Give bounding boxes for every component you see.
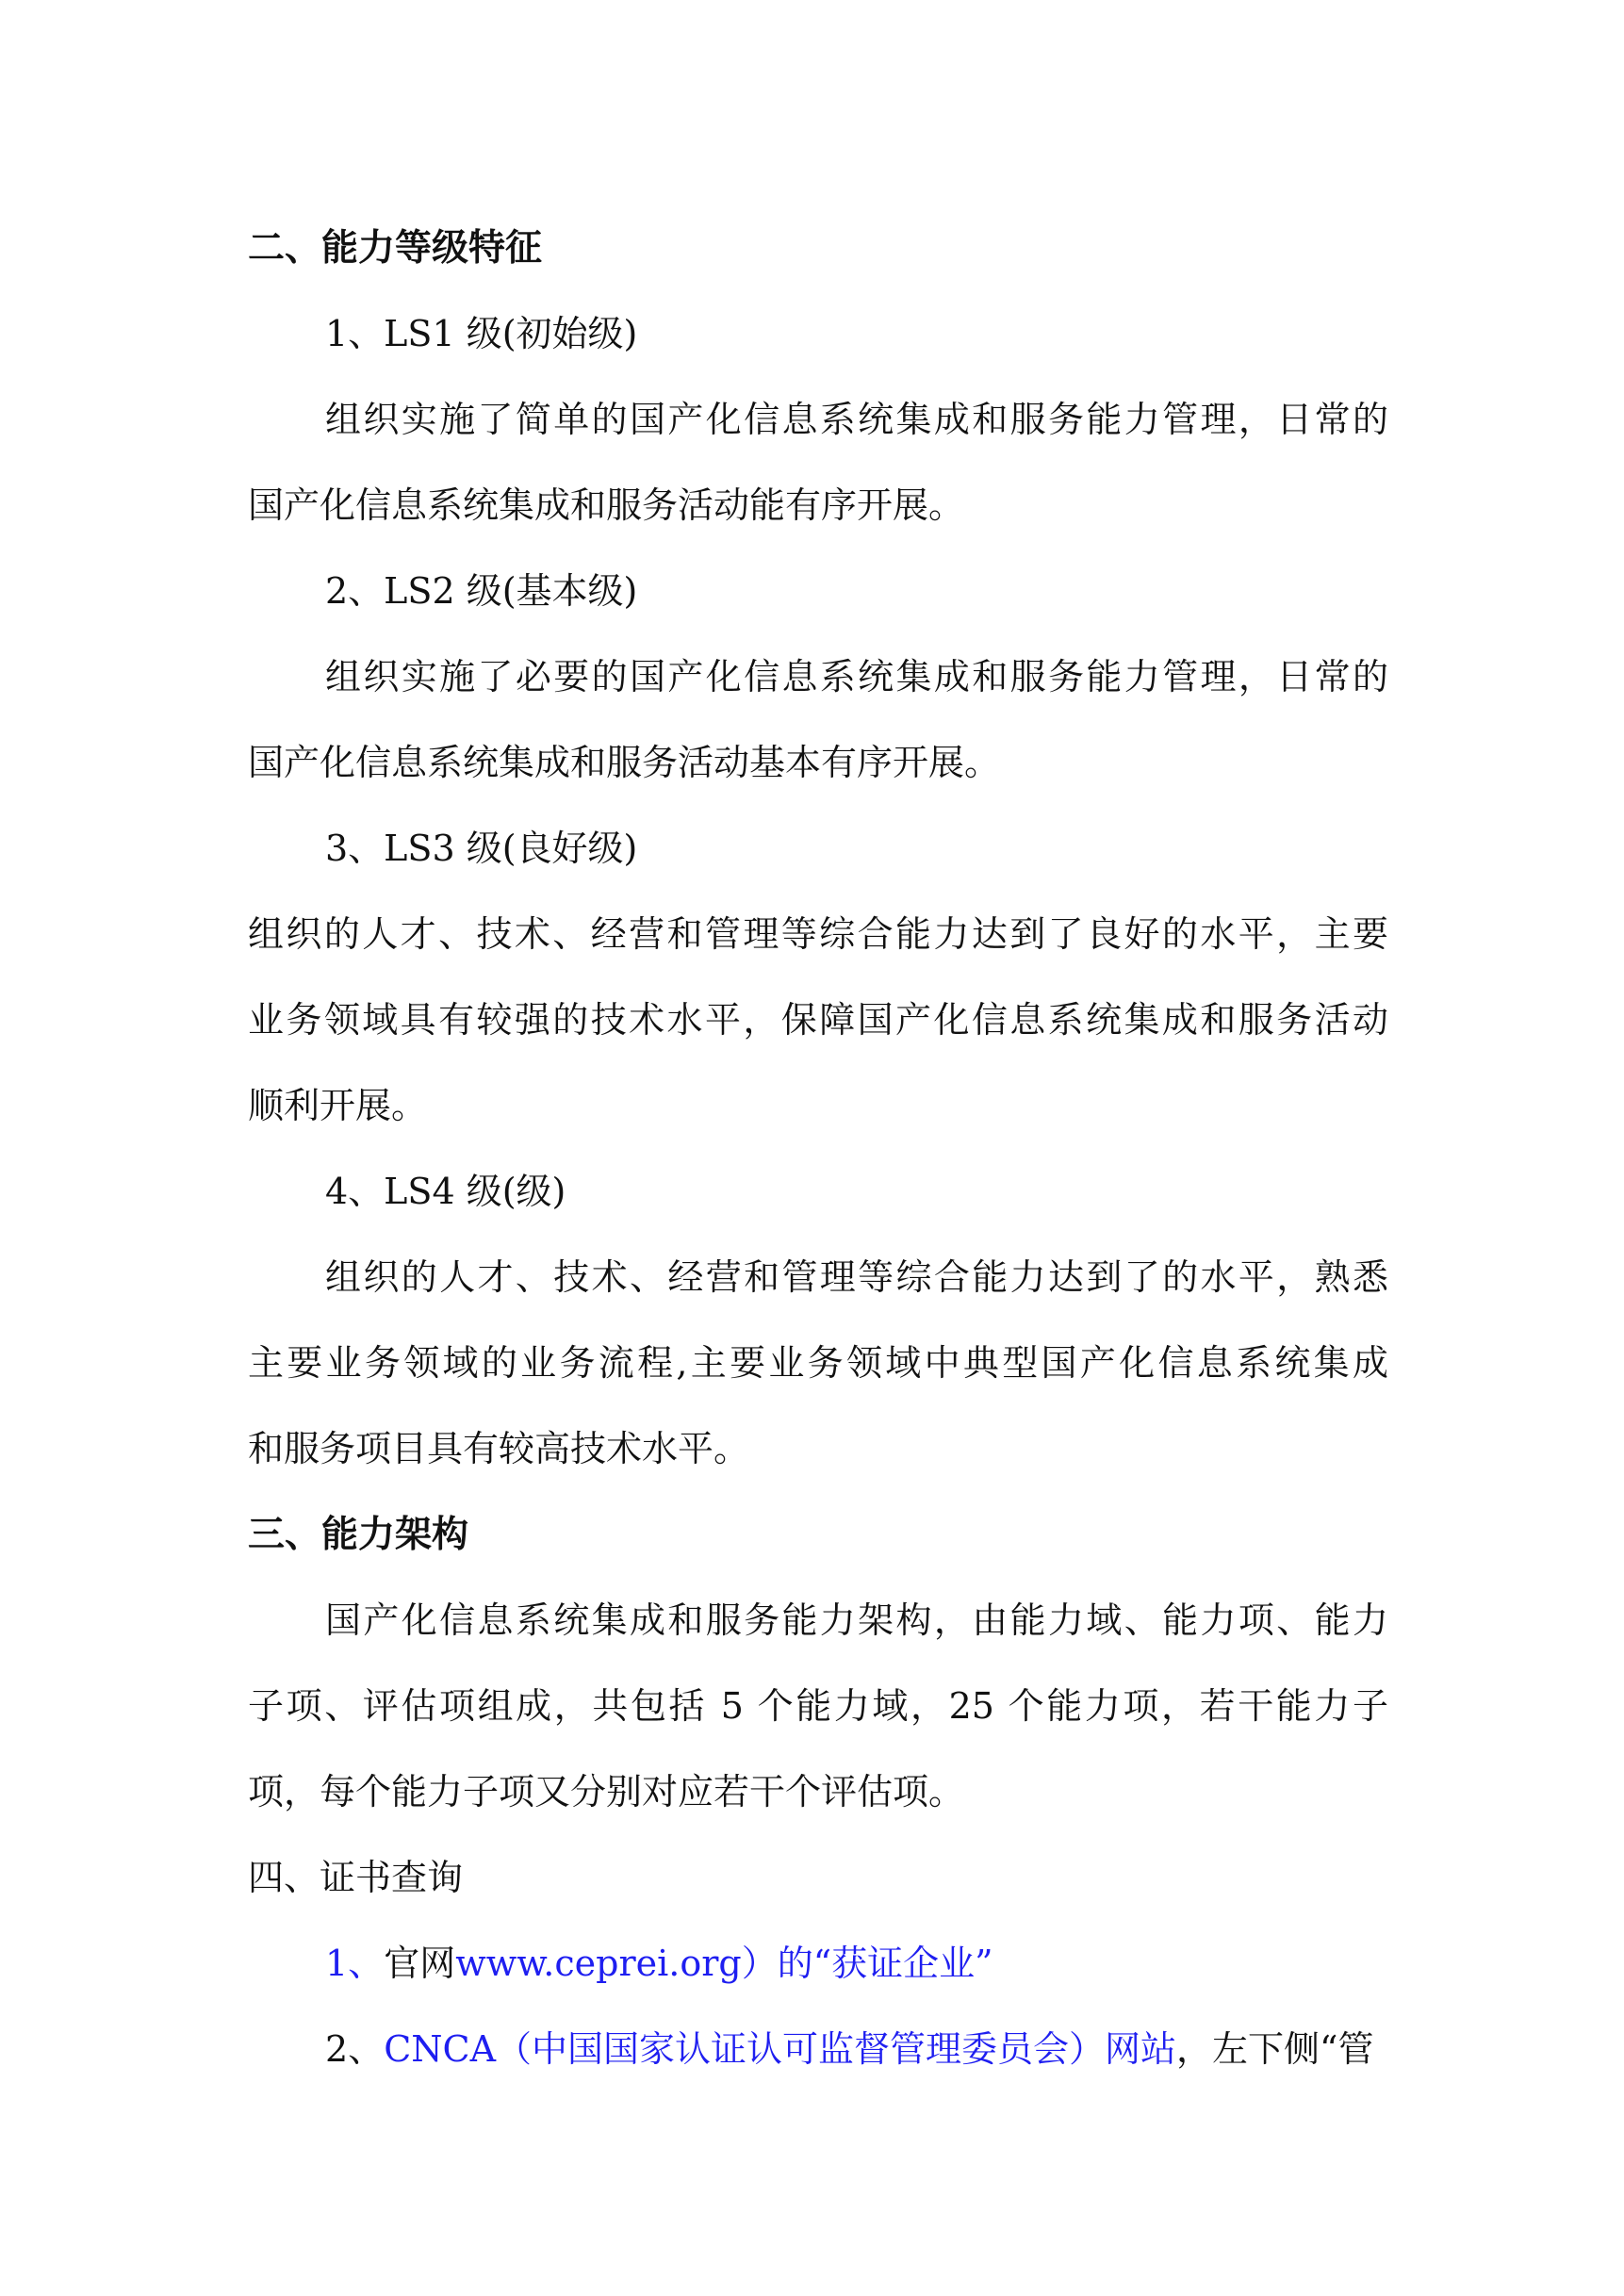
paragraph-line: 子项、评估项组成，共包括 5 个能力域，25 个能力项，若干能力子 [248, 1685, 1388, 1727]
paragraph-line: 国产化信息系统集成和服务活动能有序开展。 [248, 484, 965, 526]
cnca-link[interactable]: CNCA（中国国家认证认可监督管理委员会）网站 [384, 2028, 1177, 2070]
paragraph-line: 主要业务领域的业务流程,主要业务领域中典型国产化信息系统集成 [248, 1342, 1388, 1384]
level-heading-ls2: 2、LS2 级(基本级) [325, 570, 638, 612]
item-number: 1、 [325, 1943, 385, 1984]
level-heading-ls1: 1、LS1 级(初始级) [325, 313, 638, 354]
paragraph-line: 业务领域具有较强的技术水平，保障国产化信息系统集成和服务活动 [248, 999, 1388, 1041]
item-number: 2、 [325, 2028, 385, 2070]
paragraph-line: 国产化信息系统集成和服务活动基本有序开展。 [248, 742, 1001, 783]
paragraph-line: 顺利开展。 [248, 1085, 428, 1126]
paragraph-line: 项，每个能力子项又分别对应若干个评估项。 [248, 1771, 965, 1812]
level-heading-ls3: 3、LS3 级(良好级) [325, 828, 638, 869]
item-prefix: 官网 [384, 1943, 456, 1984]
query-item-cnca [248, 2007, 1388, 2092]
section-heading-capability-levels: 二、能力等级特征 [248, 227, 543, 270]
query-item-official-site [248, 1921, 1388, 2007]
paragraph-line: 组织的人才、技术、经营和管理等综合能力达到了的水平，熟悉 [325, 1256, 1388, 1298]
level-heading-ls4: 4、LS4 级(级) [325, 1171, 566, 1212]
ceprei-link[interactable]: www.ceprei.org）的“获证企业” [455, 1943, 993, 1984]
paragraph-line: 组织的人才、技术、经营和管理等综合能力达到了良好的水平，主要 [248, 913, 1388, 955]
section-heading-certificate-query: 四、证书查询 [248, 1857, 464, 1898]
document-page [248, 205, 1388, 2092]
paragraph-line: 组织实施了必要的国产化信息系统集成和服务能力管理，日常的 [325, 656, 1388, 697]
paragraph-line: 组织实施了简单的国产化信息系统集成和服务能力管理，日常的 [325, 399, 1388, 440]
paragraph-line: 和服务项目具有较高技术水平。 [248, 1428, 750, 1469]
item-suffix: ，左下侧“管 [1176, 2028, 1374, 2070]
section-heading-capability-architecture: 三、能力架构 [248, 1514, 469, 1556]
paragraph-line: 国产化信息系统集成和服务能力架构，由能力域、能力项、能力 [325, 1599, 1388, 1641]
